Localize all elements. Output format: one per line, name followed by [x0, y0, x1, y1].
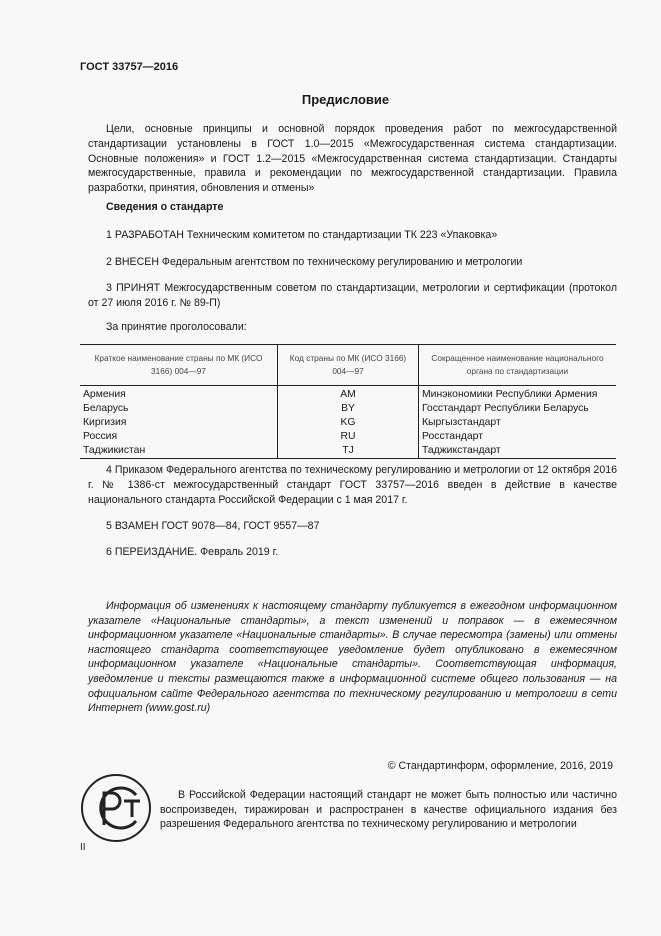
- cell-body: Минэкономики Республики Армения: [419, 386, 617, 403]
- rights-paragraph: В Российской Федерации настоящий стандарт не может быть полностью или частично воспроизведен, тиражирован и распространен в качестве официального издания без разрешения Федерального агентства по техническому регулированию и метрологии: [160, 789, 617, 831]
- notice-paragraph: Информация об изменениях к настоящему стандарту публикуется в ежегодном информационном указателе «Национальные стандарты», а текст изменений и поправок — в ежемесячном информационном указателе «Национальные стандарты». В случае пересмотра (замены) или отмены настоящего стандарта соответствующее уведомление будет опубликовано в ежемесячном информационном указателе «Национальные стандарты». Соответствующая информация, уведомление и тексты размещаются также в информационной системе общего пользования — на официальном сайте Федерального агентства по техническому регулированию и метрологии в сети Интернет (www.gost.ru): [88, 600, 617, 715]
- table-row: [80, 416, 616, 430]
- page-title: Предисловие: [301, 92, 390, 107]
- item-1: 1 РАЗРАБОТАН Техническим комитетом по стандартизации ТК 223 «Упаковка»: [106, 229, 498, 241]
- cell-code: AM: [278, 386, 419, 403]
- table-row: [80, 430, 616, 444]
- voted-label: За принятие проголосовали:: [106, 321, 247, 333]
- item-4: 4 Приказом Федерального агентства по техническому регулированию и метрологии от 12 октября 2016 г. № 1386-ст межгосударственный стандарт ГОСТ 33757—2016 введен в действие в качестве национального стандарта Российской Федерации с 1 мая 2017 г.: [88, 464, 617, 506]
- table-header-row: [80, 345, 616, 386]
- info-heading: Сведения о стандарте: [106, 201, 224, 213]
- cell-body: Росстандарт: [419, 430, 617, 444]
- item-5: 5 ВЗАМЕН ГОСТ 9078—84, ГОСТ 9557—87: [106, 520, 320, 532]
- cell-country: Киргизия: [83, 417, 127, 428]
- intro-paragraph: Цели, основные принципы и основной порядок проведения работ по межгосударственной стандартизации установлены в ГОСТ 1.0—2015 «Межгосударственная система стандартизации. Основные положения» и ГОСТ 1.2—2015 «Межгосударственная система стандартизации. Стандарты межгосударственные, правила и рекомендации по межгосударственной стандартизации. Правила разработки, принятия, обновления и отмены»: [88, 123, 617, 195]
- table-row: [80, 444, 616, 459]
- cell-code: RU: [278, 430, 419, 444]
- table-row: [80, 402, 616, 416]
- cell-code: KG: [278, 416, 419, 430]
- item-2: 2 ВНЕСЕН Федеральным агентством по техническому регулированию и метрологии: [106, 256, 523, 268]
- cell-country: Армения: [83, 389, 126, 400]
- cell-body: Таджикстандарт: [419, 444, 617, 459]
- cell-body: Госстандарт Республики Беларусь: [419, 402, 617, 416]
- cell-code: TJ: [278, 444, 419, 459]
- table-row: [80, 386, 616, 403]
- item-3: 3 ПРИНЯТ Межгосударственным советом по стандартизации, метрологии и сертификации (протокол от 27 июля 2016 г. № 89-П): [88, 282, 617, 309]
- cell-country: Россия: [83, 431, 118, 442]
- document-id: ГОСТ 33757—2016: [80, 61, 179, 73]
- gost-logo-icon: [80, 773, 152, 843]
- column-header-code: Код страны по МК (ИСО 3166) 004—97: [278, 345, 419, 386]
- column-header-body: Сокращенное наименование национального органа по стандартизации: [419, 345, 617, 386]
- copyright: © Стандартинформ, оформление, 2016, 2019: [387, 760, 613, 772]
- cell-country: Беларусь: [83, 403, 129, 414]
- item-6: 6 ПЕРЕИЗДАНИЕ. Февраль 2019 г.: [106, 546, 279, 558]
- page-number: II: [80, 842, 86, 853]
- cell-code: BY: [278, 402, 419, 416]
- cell-country: Таджикистан: [80, 444, 278, 459]
- voting-table: [80, 344, 616, 459]
- cell-body: Кыргызстандарт: [419, 416, 617, 430]
- column-header-country: Краткое наименование страны по МК (ИСО 3166) 004—97: [80, 345, 278, 386]
